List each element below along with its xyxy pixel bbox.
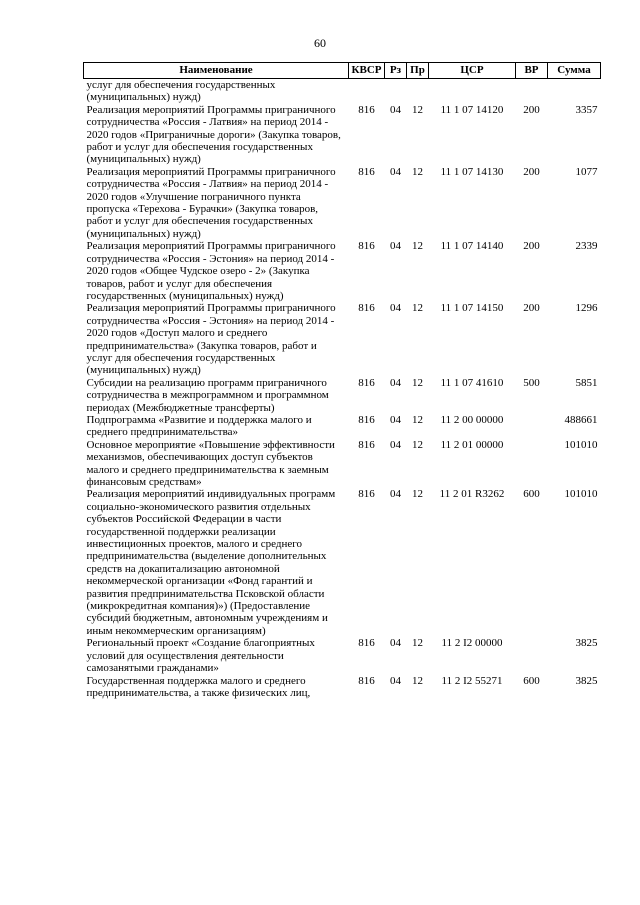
table-row [84, 240, 601, 302]
header-name: Наименование [84, 63, 349, 79]
cell-name: услуг для обеспечения государственных (муниципальных) нужд) [86, 79, 276, 104]
cell-vr [516, 637, 548, 674]
cell-pr [407, 79, 429, 104]
header-sum: Сумма [548, 63, 601, 79]
cell-sum: 101010 [564, 438, 598, 451]
cell-name: Реализация мероприятий индивидуальных программ социально-экономического развития отдельных субъектов Российской Федерации в части государственной поддержки реализации инвестиционных проектов, малого и среднего предпринимательства (выделение дополнительных средств на докапитализацию автономной некоммерческой организации «Фонд гарантий и развития предпринимательства Псковской области (микрокредитная компания)») (Предоставление субсидий бюджетным, автономным учреждениям и иным некоммерческим организациям) [86, 488, 336, 637]
cell-vr: 500 [523, 376, 540, 389]
cell-rz: 04 [390, 165, 401, 178]
cell-name: Основное мероприятие «Повышение эффективности механизмов, обеспечивающих доступ субъектов малого и среднего предпринимательства к заемным финансовым средствам» [86, 438, 335, 488]
cell-kvsr: 816 [358, 240, 375, 253]
cell-pr: 12 [412, 302, 423, 315]
cell-rz: 04 [390, 302, 401, 315]
cell-sum: 101010 [564, 488, 598, 501]
cell-name: Субсидии на реализацию программ приграничного сотрудничества в межпрограммном и программном периодах (Межбюджетные трансферты) [86, 376, 329, 414]
table-row [84, 104, 601, 166]
cell-name: Реализация мероприятий Программы приграничного сотрудничества «Россия - Эстония» на период 2014 - 2020 годов «Общее Чудское озеро - 2» (Закупка товаров, работ и услуг для обеспечения государственных (муниципальных) нужд) [86, 240, 336, 302]
cell-csr: 11 1 07 14150 [440, 302, 504, 315]
cell-csr [429, 79, 516, 104]
cell-csr: 11 2 01 00000 [440, 438, 504, 451]
cell-sum: 2339 [575, 240, 598, 253]
cell-rz: 04 [390, 103, 401, 116]
page-number: 60 [314, 36, 326, 50]
cell-csr: 11 2 00 00000 [440, 413, 504, 426]
cell-rz [385, 79, 407, 104]
cell-sum: 1077 [575, 165, 598, 178]
cell-csr: 11 1 07 14140 [440, 240, 504, 253]
cell-kvsr: 816 [358, 637, 375, 650]
header-kvsr: КВСР [349, 63, 385, 79]
cell-name: Региональный проект «Создание благоприятных условий для осуществления деятельности самозанятыми гражданами» [86, 637, 315, 675]
table-row [84, 302, 601, 376]
cell-pr: 12 [412, 103, 423, 116]
cell-rz: 04 [390, 438, 401, 451]
cell-name: Реализация мероприятий Программы приграничного сотрудничества «Россия - Латвия» на период 2014 - 2020 годов «Улучшение пограничного пункта пропуска «Терехова - Бурачки» (Закупка товаров, работ и услуг для обеспечения государственных (муниципальных) нужд) [86, 165, 336, 240]
cell-pr: 12 [412, 413, 423, 426]
table-row [84, 166, 601, 240]
header-pr: Пр [407, 63, 429, 79]
cell-kvsr: 816 [358, 103, 375, 116]
cell-sum: 5851 [575, 376, 598, 389]
cell-pr: 12 [412, 240, 423, 253]
budget-table [83, 62, 601, 699]
cell-vr: 200 [523, 240, 540, 253]
cell-csr: 11 2 I2 55271 [441, 674, 503, 687]
cell-sum: 1296 [575, 302, 598, 315]
cell-csr: 11 1 07 14130 [440, 165, 504, 178]
cell-sum: 3357 [575, 103, 598, 116]
header-csr: ЦСР [429, 63, 516, 79]
cell-pr: 12 [412, 488, 423, 501]
cell-vr [516, 414, 548, 439]
table-row [84, 79, 601, 104]
cell-pr: 12 [412, 674, 423, 687]
cell-kvsr: 816 [358, 376, 375, 389]
cell-sum: 3825 [575, 637, 598, 650]
cell-name: Подпрограмма «Развитие и поддержка малого и среднего предпринимательства» [86, 413, 312, 439]
table-row [84, 675, 601, 700]
cell-sum: 488661 [564, 413, 598, 426]
table-body [84, 79, 601, 700]
cell-kvsr: 816 [358, 674, 375, 687]
cell-pr: 12 [412, 637, 423, 650]
cell-csr: 11 2 I2 00000 [441, 637, 503, 650]
cell-pr: 12 [412, 438, 423, 451]
cell-rz: 04 [390, 637, 401, 650]
cell-pr: 12 [412, 376, 423, 389]
cell-kvsr [349, 79, 385, 104]
cell-rz: 04 [390, 240, 401, 253]
cell-kvsr: 816 [358, 488, 375, 501]
cell-vr: 600 [523, 488, 540, 501]
cell-rz: 04 [390, 488, 401, 501]
cell-name: Реализация мероприятий Программы приграничного сотрудничества «Россия - Латвия» на период 2014 - 2020 годов «Приграничные дороги» (Закупка товаров, работ и услуг для обеспечения государственных (муниципальных) нужд) [86, 103, 341, 166]
cell-pr: 12 [412, 165, 423, 178]
cell-vr [516, 439, 548, 489]
table-row [84, 377, 601, 414]
cell-csr: 11 1 07 41610 [440, 376, 504, 389]
cell-vr: 200 [523, 165, 540, 178]
table-row [84, 637, 601, 674]
table-row [84, 488, 601, 637]
cell-csr: 11 1 07 14120 [440, 103, 504, 116]
table-row [84, 414, 601, 439]
header-rz: Рз [385, 63, 407, 79]
table-row [84, 439, 601, 489]
cell-sum [548, 79, 601, 104]
cell-rz: 04 [390, 413, 401, 426]
cell-rz: 04 [390, 376, 401, 389]
cell-vr: 600 [523, 674, 540, 687]
cell-csr: 11 2 01 R3262 [439, 488, 505, 501]
cell-vr: 200 [523, 103, 540, 116]
cell-vr [516, 79, 548, 104]
table-header-row [84, 63, 601, 79]
cell-name: Государственная поддержка малого и среднего предпринимательства, а также физических лиц, [86, 674, 311, 699]
header-vr: ВР [516, 63, 548, 79]
cell-kvsr: 816 [358, 302, 375, 315]
cell-vr: 200 [523, 302, 540, 315]
cell-kvsr: 816 [358, 165, 375, 178]
cell-kvsr: 816 [358, 438, 375, 451]
cell-kvsr: 816 [358, 413, 375, 426]
cell-sum: 3825 [575, 674, 598, 687]
cell-rz: 04 [390, 674, 401, 687]
cell-name: Реализация мероприятий Программы приграничного сотрудничества «Россия - Эстония» на период 2014 - 2020 годов «Доступ малого и среднего предпринимательства» (Закупка товаров, работ и услуг для обеспечения государственных (муниципальных) нужд) [86, 302, 336, 377]
